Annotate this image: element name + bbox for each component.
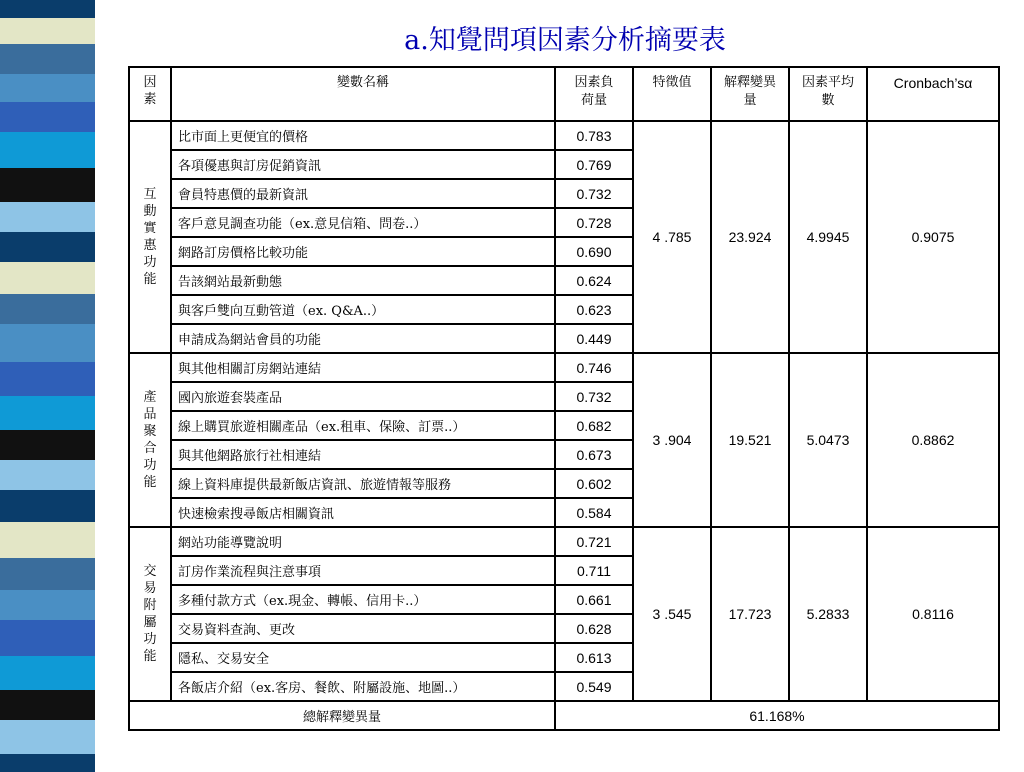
- table-row: [129, 353, 999, 382]
- variable-name-cell: 國內旅遊套裝產品: [171, 382, 555, 411]
- stripe-band: [0, 396, 95, 430]
- stripe-band: [0, 522, 95, 558]
- eigen-cell: 3 .904: [633, 353, 711, 527]
- loading-cell: 0.613: [555, 643, 633, 672]
- variable-name-cell: 線上資料庫提供最新飯店資訊、旅遊情報等服務: [171, 469, 555, 498]
- loading-cell: 0.624: [555, 266, 633, 295]
- variable-name-cell: 與其他網路旅行社相連結: [171, 440, 555, 469]
- variance-cell: 19.521: [711, 353, 789, 527]
- stripe-band: [0, 74, 95, 102]
- variable-name-cell: 與客戶雙向互動管道（ex. Q&A..）: [171, 295, 555, 324]
- stripe-band: [0, 720, 95, 754]
- stripe-band: [0, 620, 95, 656]
- total-value: 61.168%: [555, 701, 999, 730]
- stripe-band: [0, 168, 95, 202]
- factor-name: 互動實惠功能: [143, 187, 157, 287]
- stripe-band: [0, 294, 95, 324]
- loading-cell: 0.584: [555, 498, 633, 527]
- variable-name-cell: 比市面上更便宜的價格: [171, 121, 555, 150]
- mean-cell: 5.0473: [789, 353, 867, 527]
- factor-name: 交易附屬功能: [143, 564, 157, 664]
- variable-name-cell: 網站功能導覽說明: [171, 527, 555, 556]
- loading-cell: 0.728: [555, 208, 633, 237]
- eigen-cell: 4 .785: [633, 121, 711, 353]
- header-loading: 因素負荷量: [555, 67, 633, 121]
- stripe-band: [0, 262, 95, 294]
- header-eigen: 特徵值: [633, 67, 711, 121]
- variable-name-cell: 多種付款方式（ex.現金、轉帳、信用卡..）: [171, 585, 555, 614]
- loading-cell: 0.711: [555, 556, 633, 585]
- header-mean: 因素平均數: [789, 67, 867, 121]
- factor-analysis-table: [128, 66, 1000, 731]
- mean-cell: 5.2833: [789, 527, 867, 701]
- page-title: a.知覺問項因素分析摘要表: [404, 25, 726, 56]
- loading-cell: 0.690: [555, 237, 633, 266]
- variable-name-cell: 各飯店介紹（ex.客房、餐飲、附屬設施、地圖..）: [171, 672, 555, 701]
- table-body: [129, 121, 999, 701]
- eigen-cell: 3 .545: [633, 527, 711, 701]
- stripe-band: [0, 590, 95, 620]
- variable-name-cell: 各項優惠與訂房促銷資訊: [171, 150, 555, 179]
- loading-cell: 0.732: [555, 382, 633, 411]
- stripe-band: [0, 490, 95, 522]
- stripe-band: [0, 690, 95, 720]
- stripe-band: [0, 558, 95, 590]
- loading-cell: 0.623: [555, 295, 633, 324]
- alpha-cell: 0.8116: [867, 527, 999, 701]
- loading-cell: 0.449: [555, 324, 633, 353]
- variable-name-cell: 隱私、交易安全: [171, 643, 555, 672]
- stripe-band: [0, 0, 95, 18]
- variable-name-cell: 申請成為網站會員的功能: [171, 324, 555, 353]
- loading-cell: 0.721: [555, 527, 633, 556]
- variable-name-cell: 交易資料查詢、更改: [171, 614, 555, 643]
- stripe-band: [0, 102, 95, 132]
- total-row: [129, 701, 999, 730]
- header-variance: 解釋變異量: [711, 67, 789, 121]
- variable-name-cell: 與其他相關訂房網站連結: [171, 353, 555, 382]
- loading-cell: 0.602: [555, 469, 633, 498]
- variable-name-cell: 客戶意見調查功能（ex.意見信箱、問卷..）: [171, 208, 555, 237]
- alpha-cell: 0.8862: [867, 353, 999, 527]
- loading-cell: 0.769: [555, 150, 633, 179]
- loading-cell: 0.673: [555, 440, 633, 469]
- header-variable: 變數名稱: [171, 67, 555, 121]
- stripe-band: [0, 430, 95, 460]
- loading-cell: 0.549: [555, 672, 633, 701]
- variable-name-cell: 網路訂房價格比較功能: [171, 237, 555, 266]
- factor-name: 產品聚合功能: [143, 390, 157, 490]
- table-row: [129, 121, 999, 150]
- table-row: [129, 527, 999, 556]
- mean-cell: 4.9945: [789, 121, 867, 353]
- decorative-stripe: [0, 0, 95, 768]
- header-row: [129, 67, 999, 121]
- variable-name-cell: 線上購買旅遊相關產品（ex.租車、保險、訂票..）: [171, 411, 555, 440]
- header-factor: 因素: [129, 67, 171, 121]
- stripe-band: [0, 324, 95, 362]
- stripe-band: [0, 232, 95, 262]
- stripe-band: [0, 362, 95, 396]
- variable-name-cell: 快速檢索搜尋飯店相關資訊: [171, 498, 555, 527]
- variable-name-cell: 會員特惠價的最新資訊: [171, 179, 555, 208]
- factor-name-cell: [129, 121, 171, 353]
- header-alpha: Cronbach’sα: [867, 67, 999, 121]
- alpha-cell: 0.9075: [867, 121, 999, 353]
- variance-cell: 23.924: [711, 121, 789, 353]
- loading-cell: 0.746: [555, 353, 633, 382]
- loading-cell: 0.682: [555, 411, 633, 440]
- loading-cell: 0.732: [555, 179, 633, 208]
- stripe-band: [0, 132, 95, 168]
- variable-name-cell: 告該網站最新動態: [171, 266, 555, 295]
- factor-name-cell: [129, 353, 171, 527]
- loading-cell: 0.661: [555, 585, 633, 614]
- variable-name-cell: 訂房作業流程與注意事項: [171, 556, 555, 585]
- stripe-band: [0, 202, 95, 232]
- factor-name-cell: [129, 527, 171, 701]
- variance-cell: 17.723: [711, 527, 789, 701]
- loading-cell: 0.628: [555, 614, 633, 643]
- stripe-band: [0, 460, 95, 490]
- stripe-band: [0, 656, 95, 690]
- stripe-band: [0, 754, 95, 772]
- total-label: 總解釋變異量: [129, 701, 555, 730]
- loading-cell: 0.783: [555, 121, 633, 150]
